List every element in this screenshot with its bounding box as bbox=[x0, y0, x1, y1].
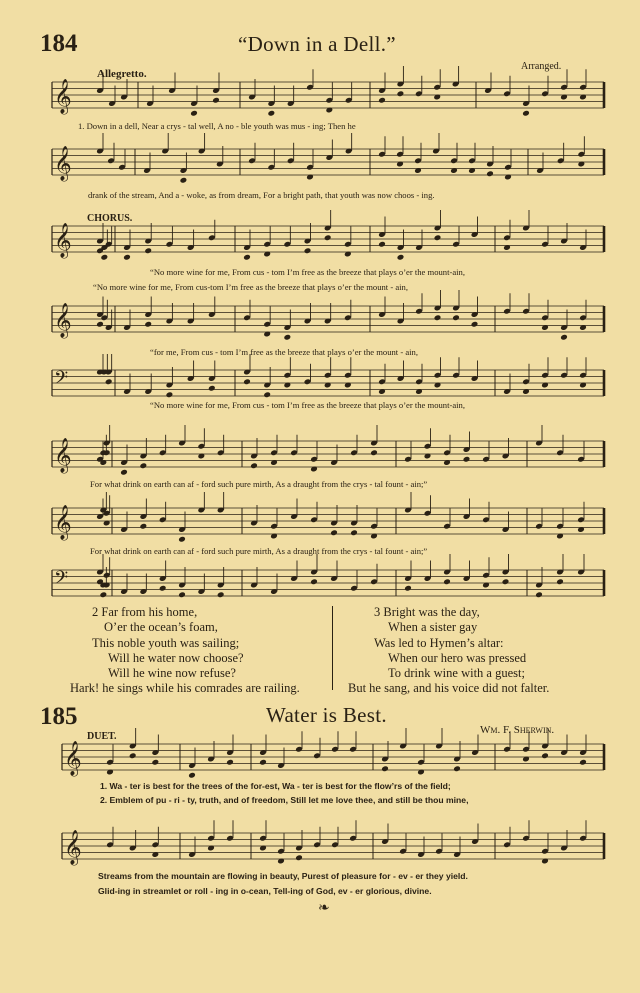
notehead bbox=[96, 321, 104, 328]
hymn-184-number: 184 bbox=[40, 30, 78, 57]
notehead bbox=[100, 591, 108, 598]
verse-divider bbox=[332, 606, 333, 690]
notehead bbox=[556, 578, 564, 585]
lyric-line-1: 1. Down in a dell, Near a crys - tal well, A no - ble youth was mus - ing; Then he bbox=[78, 121, 356, 131]
notehead bbox=[140, 523, 148, 530]
chorus-lyric-mid-a: “No more wine for me, From cus-tom I’m free as the breeze that plays o’er the mount - ain, bbox=[93, 282, 408, 292]
notehead bbox=[217, 591, 225, 598]
treble-clef: 𝄞 bbox=[54, 79, 72, 114]
hymn-185-lyric-4: Glid-ing in streamlet or roll - ing in o-cean, Tell-ing of God, ev - er glorious, divine. bbox=[98, 886, 432, 896]
notehead bbox=[129, 752, 137, 759]
notehead bbox=[522, 110, 530, 117]
notehead bbox=[370, 449, 378, 456]
notehead bbox=[166, 391, 174, 398]
notehead bbox=[190, 110, 198, 117]
notehead bbox=[144, 247, 152, 254]
notehead bbox=[188, 772, 196, 779]
notehead bbox=[463, 456, 471, 463]
notehead bbox=[453, 765, 461, 772]
chorus-lyric-bass: “No more wine for me, From cus - tom I’m free as the breeze that plays o’er the mount-ain, bbox=[150, 400, 465, 410]
notehead bbox=[434, 234, 442, 241]
treble-clef: 𝄞 bbox=[54, 223, 72, 258]
notehead bbox=[144, 321, 152, 328]
notehead bbox=[178, 536, 186, 543]
hymn-185-lyric-3: Streams from the mountain are flowing in beauty, Purest of pleasure for - ev - er they yield. bbox=[98, 871, 468, 881]
duet-label: DUET. bbox=[87, 731, 117, 742]
hymn-184-attribution: Arranged. bbox=[521, 61, 562, 72]
notehead bbox=[263, 391, 271, 398]
notehead bbox=[378, 241, 386, 248]
final-lyric-b: For what drink on earth can af - ford such pure mirth, As a draught from the crys - tal fount - ain;” bbox=[90, 546, 428, 556]
notehead bbox=[541, 752, 549, 759]
verse-2-line: This noble youth was sailing; bbox=[92, 635, 240, 650]
notehead bbox=[324, 234, 332, 241]
verse-3-line: When our hero was pressed bbox=[388, 650, 527, 665]
notehead bbox=[140, 462, 148, 469]
notehead bbox=[159, 585, 167, 592]
verse-2-line: Will he water now choose? bbox=[108, 650, 244, 665]
notehead bbox=[310, 578, 318, 585]
verse-2 bbox=[70, 605, 300, 697]
treble-clef: 𝄞 bbox=[64, 830, 82, 865]
notehead bbox=[535, 591, 543, 598]
notehead bbox=[486, 170, 494, 177]
bass-clef: 𝄢 bbox=[54, 568, 69, 593]
hymn-185-lyric-1: 1. Wa - ter is best for the trees of the for-est, Wa - ter is best for the flow’rs of the field; bbox=[100, 781, 451, 791]
treble-clef: 𝄞 bbox=[64, 741, 82, 776]
chorus-lyric-mid-b: “for me, From cus - tom I’m free as the breeze that plays o’er the mount - ain, bbox=[150, 347, 418, 357]
notehead bbox=[123, 254, 131, 261]
notehead bbox=[452, 314, 460, 321]
notehead bbox=[330, 529, 338, 536]
notehead bbox=[268, 110, 276, 117]
verse-2-line: Hark! he sings while his comrades are railing. bbox=[70, 681, 300, 696]
chorus-lyric-top: “No more wine for me, From cus - tom I’m free as the breeze that plays o’er the mount-ain, bbox=[150, 267, 465, 277]
notehead bbox=[105, 378, 113, 385]
notehead bbox=[259, 759, 267, 766]
notehead bbox=[152, 759, 160, 766]
treble-clef: 𝄞 bbox=[54, 146, 72, 181]
verse-3-line: 3 Bright was the day, bbox=[374, 605, 480, 619]
notehead bbox=[212, 97, 220, 104]
notehead bbox=[397, 90, 405, 97]
hymn-185-lyric-2: 2. Emblem of pu - ri - ty, truth, and of freedom, Still let me love thee, and still be thou mine, bbox=[100, 795, 469, 805]
treble-clef: 𝄞 bbox=[54, 505, 72, 540]
notehead bbox=[284, 334, 292, 341]
notehead bbox=[120, 469, 128, 476]
tempo-marking: Allegretto. bbox=[97, 68, 147, 80]
verse-2-line: 2 Far from his home, bbox=[92, 605, 198, 619]
notehead bbox=[443, 578, 451, 585]
verse-2-line: Will he wine now refuse? bbox=[108, 666, 236, 681]
chorus-label: CHORUS. bbox=[87, 213, 133, 224]
notehead bbox=[226, 759, 234, 766]
notehead bbox=[178, 591, 186, 598]
notehead bbox=[350, 529, 358, 536]
treble-clef: 𝄞 bbox=[54, 438, 72, 473]
notehead bbox=[471, 321, 479, 328]
bass-clef: 𝄢 bbox=[54, 368, 69, 393]
verse-3 bbox=[348, 605, 549, 697]
lyric-line-2: drank of the stream, And a - woke, as from dream, For a bright path, that youth was now choos - ing. bbox=[88, 190, 435, 200]
notehead bbox=[404, 585, 412, 592]
notehead bbox=[560, 334, 568, 341]
notehead bbox=[378, 97, 386, 104]
notehead bbox=[243, 254, 251, 261]
notehead bbox=[381, 765, 389, 772]
verse-3-line: To drink wine with a guest; bbox=[388, 666, 525, 681]
notehead bbox=[250, 462, 258, 469]
notehead bbox=[295, 854, 303, 861]
notehead bbox=[180, 177, 188, 184]
notehead bbox=[502, 578, 510, 585]
page-mark: ❧ bbox=[318, 901, 330, 916]
notehead bbox=[397, 254, 405, 261]
notehead bbox=[208, 385, 216, 392]
treble-clef: 𝄞 bbox=[54, 303, 72, 338]
hymn-184-title: “Down in a Dell.” bbox=[238, 32, 396, 56]
notehead bbox=[101, 254, 109, 261]
final-lyric-a: For what drink on earth can af - ford such pure mirth, As a draught from the crys - tal fount - ain;” bbox=[90, 479, 428, 489]
verse-3-line: Was led to Hymen’s altar: bbox=[374, 635, 504, 650]
notehead bbox=[304, 247, 312, 254]
hymn-185-number: 185 bbox=[40, 703, 78, 730]
verse-3-line: When a sister gay bbox=[388, 620, 478, 635]
verse-2-line: O’er the ocean’s foam, bbox=[104, 620, 218, 635]
notehead bbox=[243, 378, 251, 385]
notehead bbox=[579, 759, 587, 766]
verse-3-line: But he sang, and his voice did not falter. bbox=[348, 681, 550, 696]
notehead bbox=[434, 314, 442, 321]
hymn-185-title: Water is Best. bbox=[266, 703, 387, 727]
hymn-185-attribution: Wm. F. Sherwin. bbox=[480, 724, 555, 736]
